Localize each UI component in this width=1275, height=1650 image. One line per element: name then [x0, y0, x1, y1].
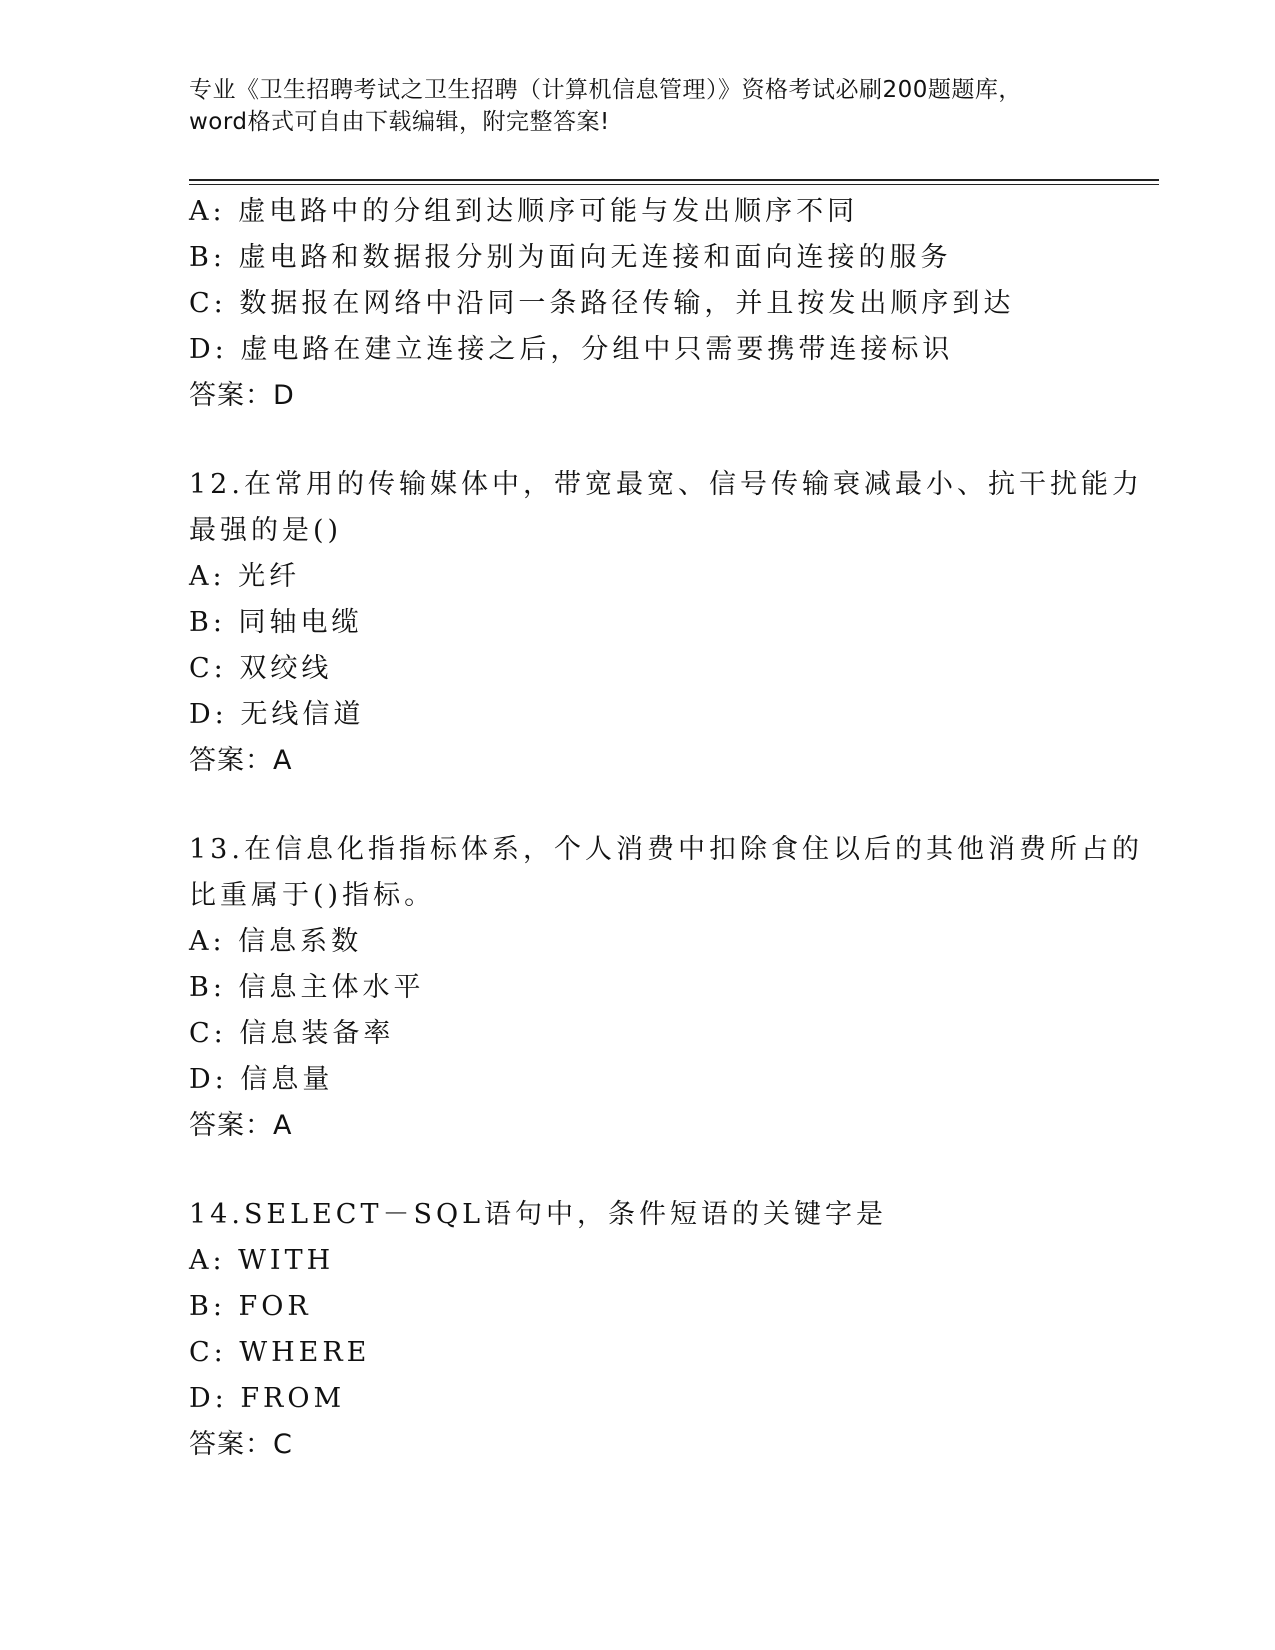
option-a: A: 虚电路中的分组到达顺序可能与发出顺序不同 — [189, 196, 859, 227]
question-13 — [189, 827, 1143, 1149]
header-divider-thin — [189, 184, 1159, 185]
option-c: C: 双绞线 — [189, 653, 333, 684]
option-a: A: WITH — [189, 1245, 335, 1276]
question-14 — [189, 1192, 1089, 1468]
answer-line: 答案：C — [189, 1429, 293, 1460]
question-stem-line: 12.在常用的传输媒体中，带宽最宽、信号传输衰减最小、抗干扰能力 — [189, 469, 1143, 500]
option-a: A: 光纤 — [189, 561, 301, 592]
option-c: C: 信息装备率 — [189, 1018, 395, 1049]
answer-line: 答案：D — [189, 380, 295, 411]
question-11-continued — [189, 189, 1089, 419]
option-b: B: 信息主体水平 — [189, 972, 425, 1003]
header-title-line-1: 专业《卫生招聘考试之卫生招聘（计算机信息管理）》资格考试必刷200题题库， — [189, 77, 1022, 103]
header-divider-thick — [189, 179, 1159, 181]
option-d: D: 信息量 — [189, 1064, 334, 1095]
question-stem-line: 最强的是() — [189, 515, 343, 546]
option-b: B: 虚电路和数据报分别为面向无连接和面向连接的服务 — [189, 242, 952, 273]
question-spacer — [189, 784, 1089, 827]
option-d: D: FROM — [189, 1383, 346, 1414]
option-d: D: 无线信道 — [189, 699, 365, 730]
document-header — [189, 74, 1089, 138]
header-title-line-2: word格式可自由下载编辑，附完整答案! — [189, 109, 610, 135]
question-list — [189, 189, 1143, 1468]
answer-line: 答案：A — [189, 745, 293, 776]
option-b: B: FOR — [189, 1291, 312, 1322]
question-stem-line: 14.SELECT－SQL语句中，条件短语的关键字是 — [189, 1199, 888, 1230]
option-c: C: 数据报在网络中沿同一条路径传输，并且按发出顺序到达 — [189, 288, 1015, 319]
question-stem-line: 13.在信息化指指标体系，个人消费中扣除食住以后的其他消费所占的 — [189, 834, 1143, 865]
option-a: A: 信息系数 — [189, 926, 363, 957]
question-spacer — [189, 419, 1089, 462]
question-12 — [189, 462, 1143, 784]
option-b: B: 同轴电缆 — [189, 607, 363, 638]
answer-line: 答案：A — [189, 1110, 293, 1141]
question-stem-line: 比重属于()指标。 — [189, 880, 436, 911]
option-d: D: 虚电路在建立连接之后，分组中只需要携带连接标识 — [189, 334, 954, 365]
option-c: C: WHERE — [189, 1337, 371, 1368]
question-spacer — [189, 1149, 1089, 1192]
